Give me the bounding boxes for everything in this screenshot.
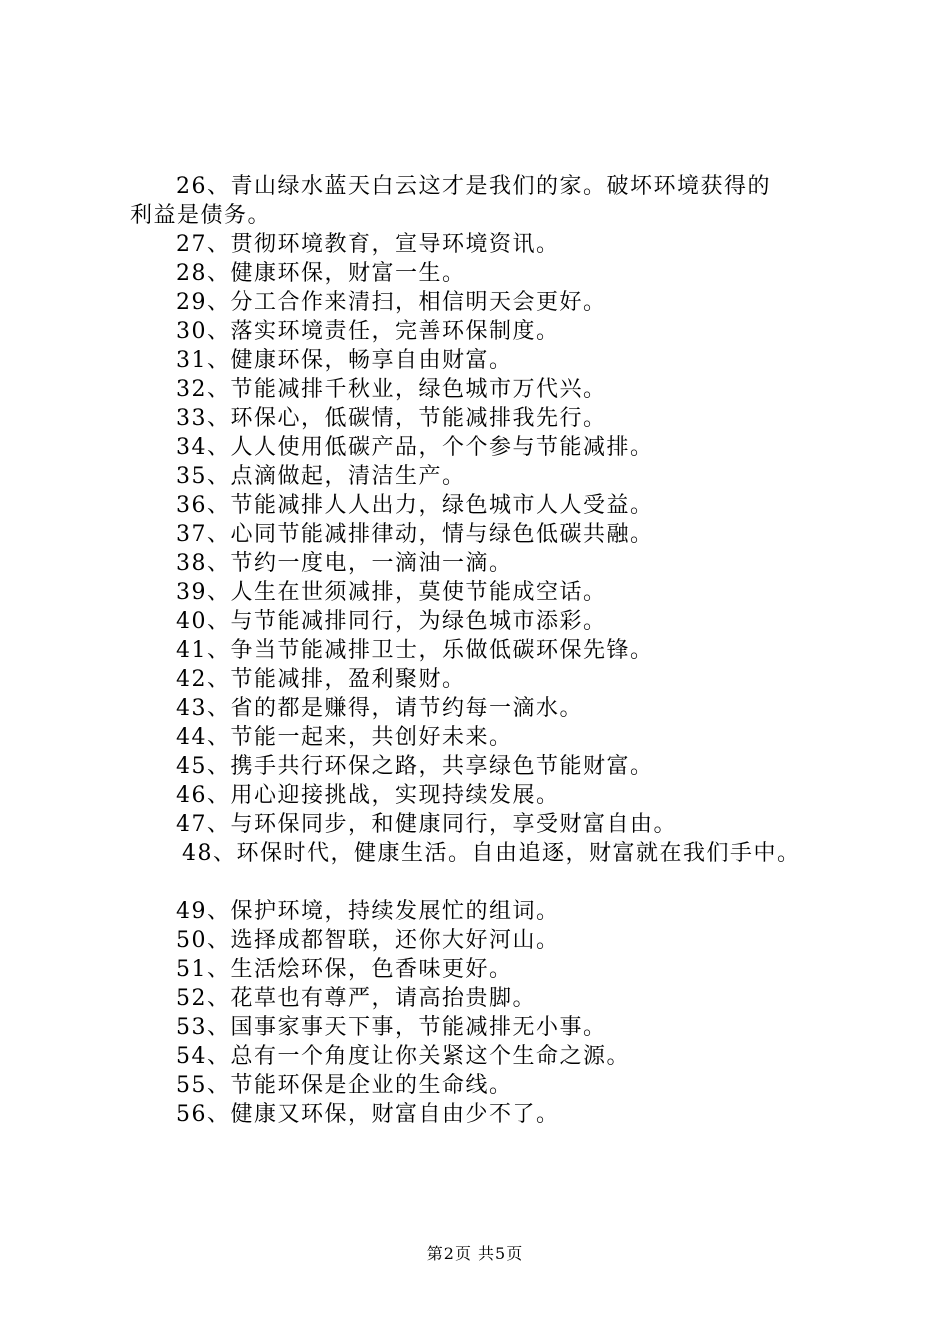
text-line: 49、保护环境，持续发展忙的组词。 <box>176 899 560 924</box>
text-line: 利益是债务。 <box>130 203 272 228</box>
text-line: 51、生活烩环保，色香味更好。 <box>176 957 513 982</box>
text-line: 46、用心迎接挑战，实现持续发展。 <box>176 783 560 808</box>
text-line: 52、花草也有尊严，请高抬贵脚。 <box>176 986 536 1011</box>
text-line: 27、贯彻环境教育，宣导环境资讯。 <box>176 232 560 257</box>
document-body <box>130 172 860 1129</box>
text-line: 54、总有一个角度让你关紧这个生命之源。 <box>176 1044 630 1069</box>
page-number: 第2页 共5页 <box>426 1244 524 1263</box>
text-line: 36、节能减排人人出力，绿色城市人人受益。 <box>176 493 654 518</box>
blank-line <box>130 868 860 897</box>
text-line: 43、省的都是赚得，请节约每一滴水。 <box>176 696 583 721</box>
text-line: 29、分工合作来清扫，相信明天会更好。 <box>176 290 607 315</box>
text-line: 55、节能环保是企业的生命线。 <box>176 1073 513 1098</box>
text-line: 45、携手共行环保之路，共享绿色节能财富。 <box>176 754 654 779</box>
text-line: 31、健康环保，畅享自由财富。 <box>176 348 513 373</box>
text-line: 41、争当节能减排卫士，乐做低碳环保先锋。 <box>176 638 654 663</box>
text-line: 32、节能减排千秋业，绿色城市万代兴。 <box>176 377 607 402</box>
text-line: 40、与节能减排同行，为绿色城市添彩。 <box>176 609 607 634</box>
text-line: 34、人人使用低碳产品，个个参与节能减排。 <box>176 435 654 460</box>
text-line: 47、与环保同步，和健康同行，享受财富自由。 <box>176 812 677 837</box>
text-line: 53、国事家事天下事，节能减排无小事。 <box>176 1015 607 1040</box>
text-line: 35、点滴做起，清洁生产。 <box>176 464 466 489</box>
text-line: 28、健康环保，财富一生。 <box>176 261 466 286</box>
text-line: 44、节能一起来，共创好未来。 <box>176 725 513 750</box>
text-line: 48、环保时代，健康生活。自由追逐，财富就在我们手中。 <box>182 841 801 866</box>
text-line: 37、心同节能减排律动，情与绿色低碳共融。 <box>176 522 654 547</box>
text-line: 33、环保心，低碳情，节能减排我先行。 <box>176 406 607 431</box>
text-line: 50、选择成都智联，还你大好河山。 <box>176 928 560 953</box>
text-line: 26、青山绿水蓝天白云这才是我们的家。破坏环境获得的 <box>176 174 771 199</box>
text-line: 39、人生在世须减排，莫使节能成空话。 <box>176 580 607 605</box>
text-line: 38、节约一度电，一滴油一滴。 <box>176 551 513 576</box>
text-line: 56、健康又环保，财富自由少不了。 <box>176 1102 560 1127</box>
text-line: 30、落实环境责任，完善环保制度。 <box>176 319 560 344</box>
text-line: 42、节能减排，盈利聚财。 <box>176 667 466 692</box>
